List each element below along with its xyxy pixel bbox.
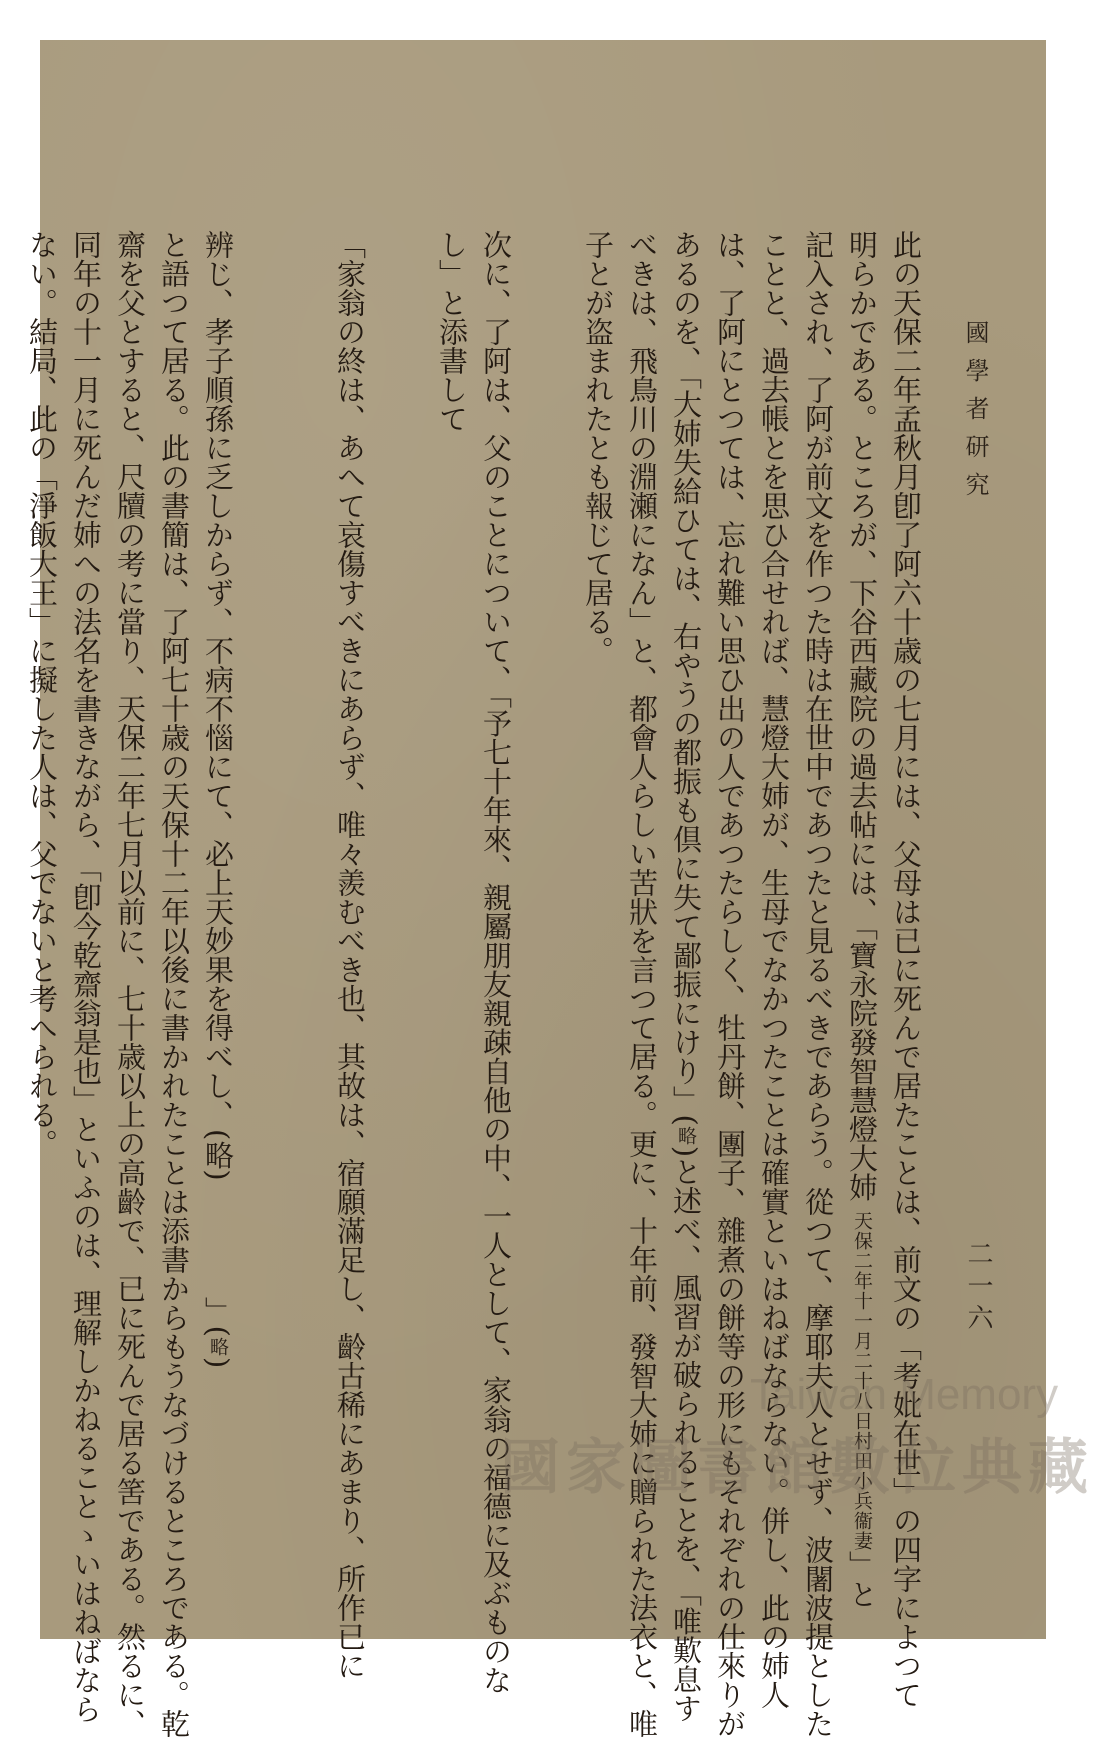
text-column: べきは、飛鳥川の淵瀬になん」と、都會人らしい苦狀を言つて居る。更に、十年前、發智大姉に贈られた法衣と、唯	[625, 230, 659, 1738]
inline-note: 天保二年十一月二十八日村田小兵衞妻	[851, 1210, 873, 1551]
watermark-english: Taiwan Memory	[750, 1370, 1059, 1419]
text-column: 明らかである。ところが、下谷西藏院の過去帖には、「寶永院發智慧燈大姉 天保二年十一月二十八日村田小兵衞妻」と	[845, 230, 879, 1609]
scanned-page	[25, 40, 1094, 1738]
text-column: 此の天保二年孟秋月卽了阿六十歳の七月には、父母は已に死んで居たことは、前文の「考妣在世」の四字によつて	[889, 230, 923, 1709]
page-header	[958, 40, 998, 600]
text-column: 次に、了阿は、父のことについて、「予七十年來、親屬朋友親疎自他の中、一人として、家翁の福德に及ぶものな	[479, 230, 513, 1695]
text-column: 記入され、了阿が前文を作つた時は在世中であつたと見るべきであらう。從つて、摩耶夫人とせず、波闍波提とした	[801, 230, 835, 1738]
vertical-body-text	[0, 230, 928, 1738]
text-column: 同年の十一月に死んだ姉への法名を書きながら、「卽今乾齋翁是也」といふのは、理解しかねることゝいはねばなら	[69, 230, 103, 1724]
text-column: ことと、過去帳とを思ひ合せれば、慧燈大姉が、生母でなかつたことは確實といはねばならない。併し、此の姉人	[757, 230, 791, 1709]
text-column: 「家翁の終は、あへて哀傷すべきにあらず、唯々羨むべき也、其故は、宿願滿足し、齡古稀にあまり、所作已に	[333, 230, 367, 1680]
text-column: 辨じ、孝子順孫に乏しからず、不病不惱にて、必上天妙果を得べし、(略) 」(略)	[201, 230, 235, 1369]
text-column: ない。結局、此の「淨飯大王」に擬した人は、父でないと考へられる。	[25, 230, 59, 1158]
watermark-chinese: 國家圖書館數位典藏	[500, 1433, 1094, 1503]
text-column: し」と添書して	[435, 230, 469, 433]
text-column: 子とが盗まれたとも報じて居る。	[581, 230, 615, 665]
inline-note: 略	[207, 1336, 229, 1357]
text-column: 齋を父とすると、尺牘の考に當り、天保二年七月以前に、七十歳以上の高齡で、已に死んで居る筈である。然るに、	[113, 230, 147, 1738]
text-column: あるのを、「大姉失給ひては、右やうの都振も倶に失て鄙振にけり」(略)と述べ、風習が破られることを、「唯歎息す	[669, 230, 703, 1723]
text-column: と語つて居る。此の書簡は、了阿七十歳の天保十二年以後に書かれたことは添書からもうなづけるところである。乾	[157, 230, 191, 1738]
page-number: 二一六	[963, 1240, 993, 1336]
text-column: は、了阿にとつては、忘れ難い思ひ出の人であつたらしく、牡丹餅、團子、雜煮の餅等の形にもそれぞれの仕來りが	[713, 230, 747, 1738]
text-column	[0, 230, 20, 1620]
inline-note: 略	[675, 1125, 697, 1146]
running-title: 國學者研究	[961, 320, 989, 510]
